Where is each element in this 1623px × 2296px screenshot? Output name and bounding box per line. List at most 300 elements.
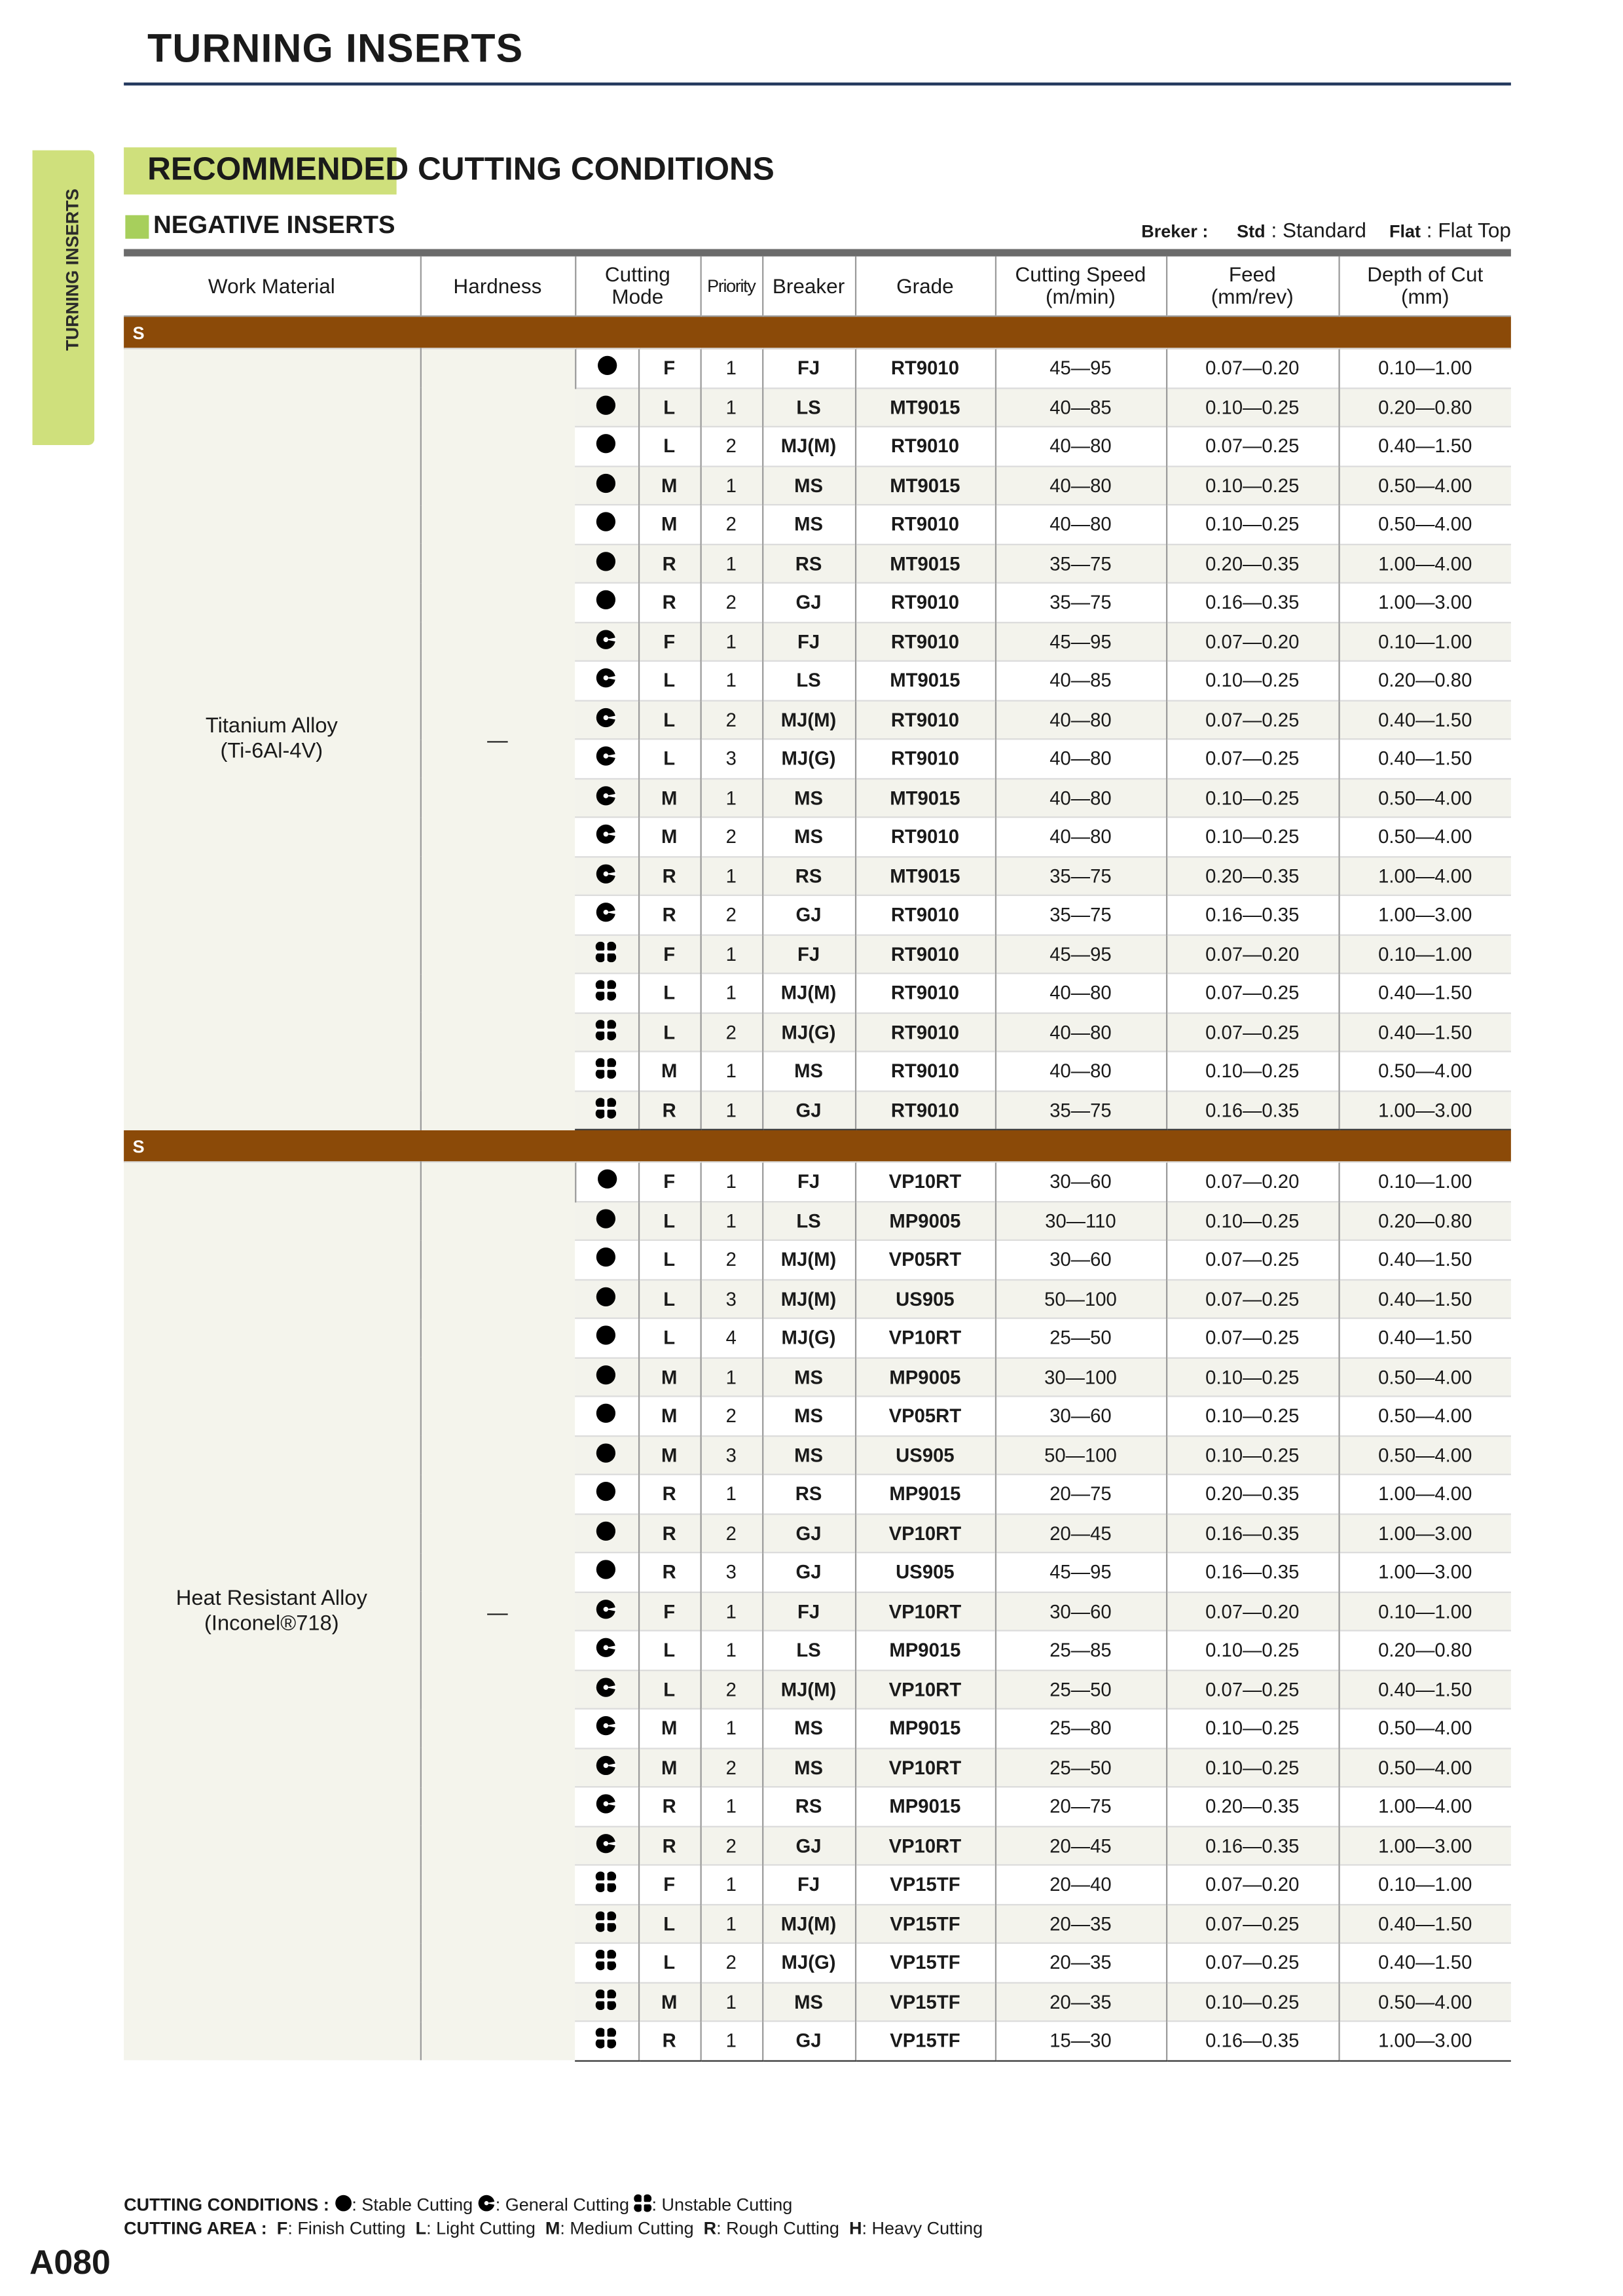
cutting-speed-cell: 30—100	[995, 1357, 1166, 1397]
cutting-area-cell: F	[638, 1592, 701, 1631]
depth-of-cut-cell: 0.20—0.80	[1338, 387, 1510, 427]
stable-cutting-icon	[575, 544, 638, 583]
footer-unstable-text: : Unstable Cutting	[651, 2194, 793, 2215]
general-cutting-icon	[575, 661, 638, 700]
grade-cell: MP9015	[855, 1709, 995, 1748]
depth-of-cut-cell: 0.50—4.00	[1338, 778, 1510, 817]
priority-cell: 1	[701, 1475, 763, 1514]
depth-of-cut-cell: 1.00—3.00	[1338, 1552, 1510, 1592]
depth-of-cut-cell: 0.50—4.00	[1338, 817, 1510, 857]
cutting-conditions-table	[124, 257, 1511, 2061]
depth-of-cut-cell: 0.50—4.00	[1338, 1052, 1510, 1091]
cutting-area-cell: R	[638, 2021, 701, 2060]
depth-of-cut-cell: 0.40—1.50	[1338, 1943, 1510, 1982]
stable-cutting-icon	[575, 1552, 638, 1592]
feed-cell: 0.10—0.25	[1166, 1201, 1338, 1240]
stable-cutting-icon	[575, 1396, 638, 1435]
cutting-area-cell: F	[638, 1162, 701, 1201]
depth-of-cut-cell: 0.10—1.00	[1338, 1162, 1510, 1201]
cutting-area-cell: R	[638, 1826, 701, 1865]
cutting-speed-cell: 40—80	[995, 739, 1166, 778]
feed-cell: 0.07—0.25	[1166, 1279, 1338, 1318]
cutting-area-cell: L	[638, 700, 701, 740]
feed-cell: 0.07—0.25	[1166, 973, 1338, 1013]
footer-area-key: L	[415, 2217, 427, 2239]
priority-cell: 1	[701, 1982, 763, 2021]
stable-cutting-icon	[575, 583, 638, 622]
depth-of-cut-cell: 1.00—3.00	[1338, 895, 1510, 935]
breaker-legend-std-key: Std	[1237, 221, 1266, 242]
table-row	[124, 349, 1511, 388]
table-header-row	[124, 257, 1511, 316]
grade-cell: MP9015	[855, 1787, 995, 1826]
depth-of-cut-cell: 1.00—3.00	[1338, 2021, 1510, 2060]
priority-cell: 2	[701, 505, 763, 544]
page-header-title: TURNING INSERTS	[147, 26, 524, 71]
footer-area-text: : Light Cutting	[426, 2217, 536, 2239]
grade-cell: VP15TF	[855, 1943, 995, 1982]
grade-cell: VP15TF	[855, 2021, 995, 2060]
work-material-cell: Heat Resistant Alloy (Inconel®718)	[124, 1162, 420, 2060]
feed-cell: 0.20—0.35	[1166, 1475, 1338, 1514]
general-cutting-icon	[575, 778, 638, 817]
general-cutting-icon	[575, 1630, 638, 1670]
depth-of-cut-cell: 0.50—4.00	[1338, 1396, 1510, 1435]
grade-cell: VP10RT	[855, 1670, 995, 1709]
priority-cell: 2	[701, 1670, 763, 1709]
general-cutting-icon	[575, 1592, 638, 1631]
col-header-hardness: Hardness	[420, 257, 575, 316]
cutting-speed-cell: 40—80	[995, 700, 1166, 740]
stable-cutting-icon	[575, 427, 638, 466]
col-header-cutting-speed: Cutting Speed (m/min)	[995, 257, 1166, 316]
subsection-marker	[125, 215, 149, 239]
breaker-cell: RS	[762, 1475, 855, 1514]
cutting-area-cell: L	[638, 1201, 701, 1240]
cutting-speed-cell: 40—85	[995, 387, 1166, 427]
grade-cell: VP05RT	[855, 1240, 995, 1280]
grade-cell: US905	[855, 1552, 995, 1592]
priority-cell: 1	[701, 1787, 763, 1826]
breaker-cell: MJ(M)	[762, 1670, 855, 1709]
priority-cell: 3	[701, 1279, 763, 1318]
group-label: S	[124, 1130, 1511, 1162]
cutting-area-cell: M	[638, 1357, 701, 1397]
feed-cell: 0.07—0.25	[1166, 700, 1338, 740]
grade-cell: MP9005	[855, 1357, 995, 1397]
depth-of-cut-cell: 1.00—3.00	[1338, 1090, 1510, 1130]
depth-of-cut-cell: 1.00—4.00	[1338, 856, 1510, 895]
feed-cell: 0.10—0.25	[1166, 1435, 1338, 1475]
depth-of-cut-cell: 1.00—3.00	[1338, 583, 1510, 622]
grade-cell: MP9015	[855, 1630, 995, 1670]
material-group-header	[124, 1130, 1511, 1162]
general-cutting-icon	[478, 2195, 496, 2217]
depth-of-cut-cell: 0.10—1.00	[1338, 1865, 1510, 1904]
breaker-cell: MS	[762, 1709, 855, 1748]
feed-cell: 0.10—0.25	[1166, 387, 1338, 427]
cutting-speed-cell: 35—75	[995, 856, 1166, 895]
priority-cell: 2	[701, 1943, 763, 1982]
feed-cell: 0.07—0.25	[1166, 1318, 1338, 1357]
cutting-speed-cell: 30—60	[995, 1240, 1166, 1280]
col-header-work-material: Work Material	[124, 257, 420, 316]
feed-cell: 0.07—0.25	[1166, 1904, 1338, 1943]
grade-cell: RT9010	[855, 622, 995, 661]
priority-cell: 1	[701, 973, 763, 1013]
grade-cell: RT9010	[855, 739, 995, 778]
unstable-cutting-icon	[575, 1052, 638, 1091]
feed-cell: 0.07—0.25	[1166, 1013, 1338, 1052]
cutting-area-cell: L	[638, 1240, 701, 1280]
grade-cell: VP15TF	[855, 1865, 995, 1904]
header-rule	[124, 82, 1511, 86]
breaker-cell: MS	[762, 1052, 855, 1091]
cutting-speed-cell: 35—75	[995, 583, 1166, 622]
section-title: RECOMMENDED CUTTING CONDITIONS	[147, 150, 775, 187]
page-number: A080	[29, 2242, 111, 2282]
grade-cell: MT9015	[855, 778, 995, 817]
priority-cell: 1	[701, 1201, 763, 1240]
breaker-cell: MJ(M)	[762, 973, 855, 1013]
work-material-cell: Titanium Alloy (Ti-6Al-4V)	[124, 349, 420, 1130]
cutting-area-cell: M	[638, 466, 701, 505]
breaker-cell: GJ	[762, 583, 855, 622]
feed-cell: 0.07—0.25	[1166, 1240, 1338, 1280]
depth-of-cut-cell: 0.50—4.00	[1338, 466, 1510, 505]
footer-area-key: F	[276, 2217, 288, 2239]
priority-cell: 1	[701, 2021, 763, 2060]
cutting-area-cell: L	[638, 427, 701, 466]
cutting-speed-cell: 50—100	[995, 1435, 1166, 1475]
feed-cell: 0.07—0.25	[1166, 1943, 1338, 1982]
feed-cell: 0.10—0.25	[1166, 466, 1338, 505]
footer-area-key: H	[848, 2217, 862, 2239]
priority-cell: 1	[701, 1357, 763, 1397]
breaker-legend-std-value: : Standard	[1271, 218, 1366, 242]
grade-cell: RT9010	[855, 1052, 995, 1091]
breaker-legend-label: Breker :	[1141, 221, 1209, 242]
cutting-area-cell: R	[638, 544, 701, 583]
breaker-cell: FJ	[762, 1865, 855, 1904]
feed-cell: 0.07—0.20	[1166, 935, 1338, 974]
general-cutting-icon	[575, 700, 638, 740]
grade-cell: MT9015	[855, 856, 995, 895]
cutting-area-cell: L	[638, 1630, 701, 1670]
hardness-cell: —	[420, 1162, 575, 2060]
priority-cell: 2	[701, 1826, 763, 1865]
unstable-cutting-icon	[575, 1904, 638, 1943]
breaker-cell: GJ	[762, 1513, 855, 1552]
cutting-speed-cell: 30—60	[995, 1162, 1166, 1201]
subsection-title: NEGATIVE INSERTS	[153, 210, 395, 239]
unstable-cutting-icon	[575, 1013, 638, 1052]
priority-cell: 2	[701, 1396, 763, 1435]
group-label: S	[124, 316, 1511, 349]
general-cutting-icon	[575, 1748, 638, 1787]
breaker-legend-flat-value: : Flat Top	[1426, 218, 1511, 242]
feed-cell: 0.10—0.25	[1166, 1052, 1338, 1091]
unstable-cutting-icon	[575, 1982, 638, 2021]
footer-stable-text: : Stable Cutting	[352, 2194, 473, 2215]
grade-cell: MP9015	[855, 1475, 995, 1514]
grade-cell: RT9010	[855, 349, 995, 388]
grade-cell: MT9015	[855, 661, 995, 700]
grade-cell: RT9010	[855, 817, 995, 857]
grade-cell: VP10RT	[855, 1592, 995, 1631]
breaker-cell: MJ(M)	[762, 1904, 855, 1943]
breaker-cell: LS	[762, 661, 855, 700]
cutting-area-cell: R	[638, 583, 701, 622]
cutting-area-cell: M	[638, 1396, 701, 1435]
unstable-cutting-icon	[575, 2021, 638, 2060]
stable-cutting-icon	[575, 505, 638, 544]
col-header-cutting-mode: Cutting Mode	[575, 257, 700, 316]
breaker-cell: MJ(G)	[762, 1318, 855, 1357]
grade-cell: VP15TF	[855, 1904, 995, 1943]
cutting-speed-cell: 40—80	[995, 973, 1166, 1013]
breaker-cell: RS	[762, 856, 855, 895]
depth-of-cut-cell: 1.00—3.00	[1338, 1826, 1510, 1865]
breaker-cell: LS	[762, 1630, 855, 1670]
breaker-cell: GJ	[762, 2021, 855, 2060]
feed-cell: 0.16—0.35	[1166, 583, 1338, 622]
priority-cell: 1	[701, 349, 763, 388]
depth-of-cut-cell: 0.40—1.50	[1338, 973, 1510, 1013]
priority-cell: 1	[701, 778, 763, 817]
grade-cell: MP9005	[855, 1201, 995, 1240]
depth-of-cut-cell: 0.10—1.00	[1338, 935, 1510, 974]
grade-cell: VP10RT	[855, 1162, 995, 1201]
stable-cutting-icon	[575, 1318, 638, 1357]
cutting-area-cell: L	[638, 1279, 701, 1318]
grade-cell: US905	[855, 1435, 995, 1475]
priority-cell: 4	[701, 1318, 763, 1357]
grade-cell: MT9015	[855, 387, 995, 427]
feed-cell: 0.07—0.25	[1166, 427, 1338, 466]
priority-cell: 1	[701, 387, 763, 427]
general-cutting-icon	[575, 895, 638, 935]
feed-cell: 0.07—0.20	[1166, 349, 1338, 388]
footer-area-text: : Finish Cutting	[287, 2217, 406, 2239]
cutting-speed-cell: 30—60	[995, 1396, 1166, 1435]
breaker-cell: FJ	[762, 1162, 855, 1201]
col-header-feed: Feed (mm/rev)	[1166, 257, 1338, 316]
priority-cell: 2	[701, 1748, 763, 1787]
grade-cell: RT9010	[855, 935, 995, 974]
breaker-legend	[1141, 218, 1511, 242]
cutting-speed-cell: 25—50	[995, 1670, 1166, 1709]
stable-cutting-icon	[575, 1435, 638, 1475]
footer-area-text: : Medium Cutting	[560, 2217, 694, 2239]
priority-cell: 1	[701, 1630, 763, 1670]
cutting-area-cell: R	[638, 1552, 701, 1592]
feed-cell: 0.16—0.35	[1166, 2021, 1338, 2060]
grade-cell: RT9010	[855, 427, 995, 466]
depth-of-cut-cell: 0.40—1.50	[1338, 427, 1510, 466]
breaker-cell: GJ	[762, 895, 855, 935]
cutting-speed-cell: 20—35	[995, 1943, 1166, 1982]
cutting-area-cell: R	[638, 1787, 701, 1826]
breaker-cell: MJ(M)	[762, 700, 855, 740]
depth-of-cut-cell: 0.50—4.00	[1338, 1982, 1510, 2021]
material-group-header	[124, 316, 1511, 349]
breaker-cell: MS	[762, 1435, 855, 1475]
cutting-speed-cell: 40—80	[995, 1052, 1166, 1091]
feed-cell: 0.16—0.35	[1166, 1552, 1338, 1592]
cutting-area-cell: M	[638, 1982, 701, 2021]
cutting-area-cell: F	[638, 622, 701, 661]
priority-cell: 3	[701, 1552, 763, 1592]
cutting-area-cell: L	[638, 1318, 701, 1357]
depth-of-cut-cell: 1.00—3.00	[1338, 1513, 1510, 1552]
general-cutting-icon	[575, 1709, 638, 1748]
grade-cell: VP10RT	[855, 1513, 995, 1552]
cutting-speed-cell: 25—85	[995, 1630, 1166, 1670]
footer-area-key: R	[703, 2217, 717, 2239]
cutting-speed-cell: 35—75	[995, 544, 1166, 583]
cutting-speed-cell: 20—75	[995, 1475, 1166, 1514]
cutting-area-cell: M	[638, 778, 701, 817]
cutting-speed-cell: 45—95	[995, 935, 1166, 974]
priority-cell: 1	[701, 466, 763, 505]
cutting-area-cell: R	[638, 1475, 701, 1514]
feed-cell: 0.16—0.35	[1166, 1090, 1338, 1130]
breaker-cell: MS	[762, 778, 855, 817]
grade-cell: RT9010	[855, 895, 995, 935]
unstable-cutting-icon	[575, 973, 638, 1013]
grade-cell: RT9010	[855, 973, 995, 1013]
breaker-cell: GJ	[762, 1552, 855, 1592]
cutting-speed-cell: 35—75	[995, 895, 1166, 935]
col-header-breaker: Breaker	[762, 257, 855, 316]
cutting-area-cell: L	[638, 739, 701, 778]
stable-cutting-icon	[575, 1201, 638, 1240]
grade-cell: VP05RT	[855, 1396, 995, 1435]
grade-cell: RT9010	[855, 1013, 995, 1052]
stable-cutting-icon	[575, 349, 638, 388]
feed-cell: 0.16—0.35	[1166, 1826, 1338, 1865]
feed-cell: 0.10—0.25	[1166, 1748, 1338, 1787]
priority-cell: 2	[701, 817, 763, 857]
cutting-area-cell: R	[638, 856, 701, 895]
feed-cell: 0.10—0.25	[1166, 778, 1338, 817]
feed-cell: 0.07—0.25	[1166, 739, 1338, 778]
feed-cell: 0.10—0.25	[1166, 505, 1338, 544]
priority-cell: 2	[701, 700, 763, 740]
side-tab-label: TURNING INSERTS	[62, 188, 83, 351]
depth-of-cut-cell: 0.40—1.50	[1338, 1318, 1510, 1357]
depth-of-cut-cell: 0.40—1.50	[1338, 700, 1510, 740]
cutting-speed-cell: 25—50	[995, 1748, 1166, 1787]
breaker-cell: MJ(M)	[762, 427, 855, 466]
breaker-cell: MJ(G)	[762, 1943, 855, 1982]
cutting-area-cell: L	[638, 1943, 701, 1982]
feed-cell: 0.10—0.25	[1166, 1396, 1338, 1435]
table-body	[124, 316, 1511, 2060]
feed-cell: 0.16—0.35	[1166, 1513, 1338, 1552]
grade-cell: VP10RT	[855, 1748, 995, 1787]
depth-of-cut-cell: 0.40—1.50	[1338, 1240, 1510, 1280]
feed-cell: 0.10—0.25	[1166, 817, 1338, 857]
cutting-speed-cell: 45—95	[995, 622, 1166, 661]
cutting-area-cell: M	[638, 817, 701, 857]
feed-cell: 0.07—0.20	[1166, 1592, 1338, 1631]
depth-of-cut-cell: 0.50—4.00	[1338, 505, 1510, 544]
depth-of-cut-cell: 1.00—4.00	[1338, 1787, 1510, 1826]
cutting-area-cell: M	[638, 505, 701, 544]
cutting-area-cell: L	[638, 387, 701, 427]
cutting-speed-cell: 40—80	[995, 778, 1166, 817]
breaker-cell: MS	[762, 505, 855, 544]
stable-cutting-icon	[575, 466, 638, 505]
cutting-area-cell: M	[638, 1709, 701, 1748]
footer-cutting-conditions	[124, 2195, 792, 2217]
depth-of-cut-cell: 0.20—0.80	[1338, 661, 1510, 700]
cutting-area-cell: M	[638, 1435, 701, 1475]
depth-of-cut-cell: 0.10—1.00	[1338, 349, 1510, 388]
priority-cell: 1	[701, 856, 763, 895]
cutting-speed-cell: 45—95	[995, 1552, 1166, 1592]
breaker-cell: MS	[762, 466, 855, 505]
cutting-area-cell: F	[638, 935, 701, 974]
feed-cell: 0.10—0.25	[1166, 1357, 1338, 1397]
feed-cell: 0.10—0.25	[1166, 1709, 1338, 1748]
footer-area-key: M	[545, 2217, 560, 2239]
depth-of-cut-cell: 0.40—1.50	[1338, 1904, 1510, 1943]
footer-general-text: : General Cutting	[495, 2194, 629, 2215]
stable-cutting-icon	[575, 1162, 638, 1201]
grade-cell: RT9010	[855, 1090, 995, 1130]
cutting-speed-cell: 25—80	[995, 1709, 1166, 1748]
breaker-cell: MS	[762, 1396, 855, 1435]
cutting-area-cell: L	[638, 973, 701, 1013]
cutting-speed-cell: 40—80	[995, 427, 1166, 466]
cutting-speed-cell: 35—75	[995, 1090, 1166, 1130]
grade-cell: MT9015	[855, 544, 995, 583]
depth-of-cut-cell: 0.20—0.80	[1338, 1630, 1510, 1670]
priority-cell: 1	[701, 1592, 763, 1631]
priority-cell: 1	[701, 544, 763, 583]
feed-cell: 0.10—0.25	[1166, 1982, 1338, 2021]
priority-cell: 1	[701, 1052, 763, 1091]
priority-cell: 2	[701, 1240, 763, 1280]
priority-cell: 1	[701, 1162, 763, 1201]
cutting-area-cell: R	[638, 895, 701, 935]
cutting-speed-cell: 20—45	[995, 1513, 1166, 1552]
feed-cell: 0.20—0.35	[1166, 544, 1338, 583]
depth-of-cut-cell: 0.50—4.00	[1338, 1709, 1510, 1748]
feed-cell: 0.20—0.35	[1166, 1787, 1338, 1826]
cutting-speed-cell: 20—45	[995, 1826, 1166, 1865]
stable-cutting-icon	[334, 2195, 352, 2217]
breaker-cell: MJ(G)	[762, 739, 855, 778]
breaker-cell: FJ	[762, 349, 855, 388]
unstable-cutting-icon	[575, 1943, 638, 1982]
cutting-speed-cell: 40—80	[995, 1013, 1166, 1052]
depth-of-cut-cell: 0.40—1.50	[1338, 1013, 1510, 1052]
general-cutting-icon	[575, 739, 638, 778]
cutting-speed-cell: 40—85	[995, 661, 1166, 700]
col-header-grade: Grade	[855, 257, 995, 316]
grade-cell: VP15TF	[855, 1982, 995, 2021]
cutting-speed-cell: 40—80	[995, 505, 1166, 544]
priority-cell: 2	[701, 427, 763, 466]
feed-cell: 0.10—0.25	[1166, 661, 1338, 700]
cutting-area-cell: F	[638, 1865, 701, 1904]
unstable-cutting-icon	[634, 2195, 652, 2217]
breaker-cell: RS	[762, 544, 855, 583]
